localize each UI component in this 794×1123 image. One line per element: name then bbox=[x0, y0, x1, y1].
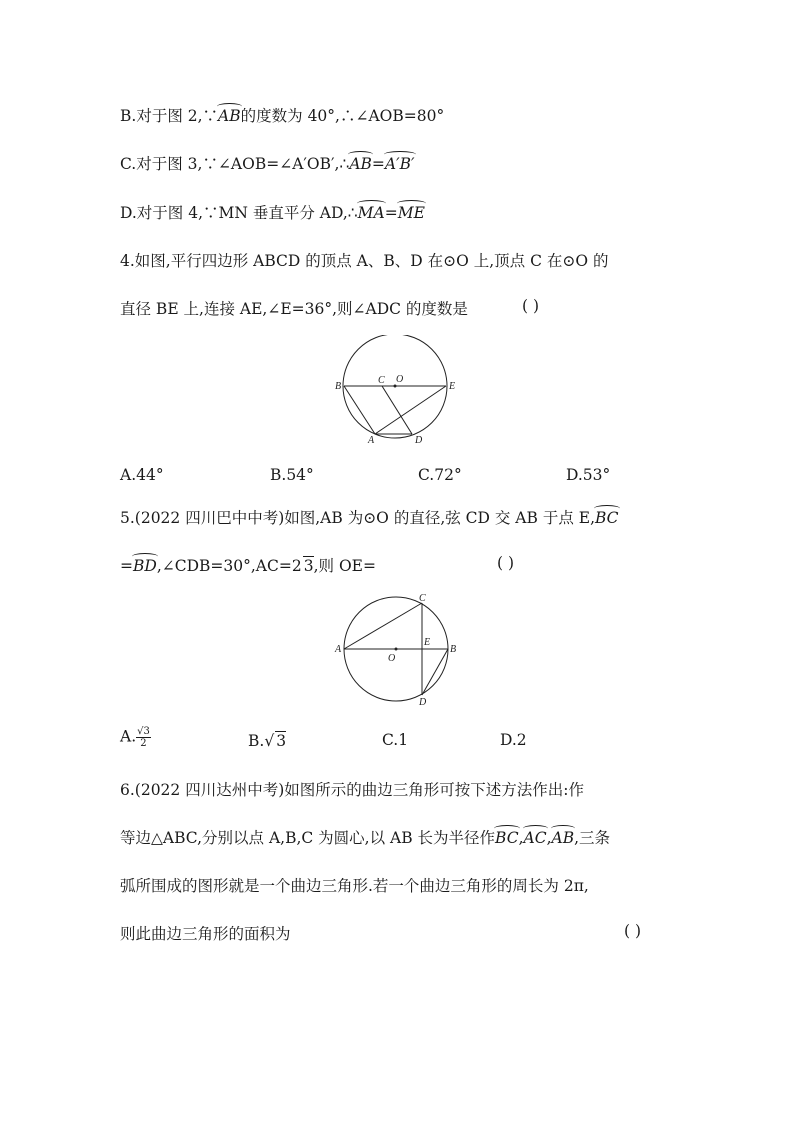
q4-option-b: B.54° bbox=[270, 466, 314, 484]
q4-label-a: A bbox=[368, 435, 375, 446]
q5-option-d: D.2 bbox=[500, 731, 527, 749]
q5-label-o: O bbox=[388, 653, 396, 664]
q3-option-d: D.对于图 4,∵MN 垂直平分 AD,∴MA=ME bbox=[120, 204, 425, 222]
q6-stem-line2: 等边△ABC,分别以点 A,B,C 为圆心,以 AB 长为半径作BC,AC,AB,三条 bbox=[120, 829, 611, 847]
q5-label-d: D bbox=[419, 697, 427, 708]
q5-option-b: B.√ 3 bbox=[248, 732, 287, 750]
q5-stem-line2: =BD,∠CDB=30°,AC=2 3,则 OE= bbox=[120, 557, 376, 575]
q4-label-d: D bbox=[415, 435, 423, 446]
q6-stem-line1: 6.(2022 四川达州中考)如图所示的曲边三角形可按下述方法作出:作 bbox=[120, 781, 584, 799]
q5-segment-ac bbox=[344, 603, 422, 649]
q4-option-d: D.53° bbox=[566, 466, 611, 484]
q3-option-b: B.对于图 2,∵AB的度数为 40°,∴∠AOB=80° bbox=[120, 107, 445, 125]
q5-stem-line1: 5.(2022 四川巴中中考)如图,AB 为⊙O 的直径,弦 CD 交 AB 于点 E,BC bbox=[120, 509, 619, 527]
q5-label-e: E bbox=[424, 637, 431, 648]
q5-figure bbox=[330, 590, 465, 708]
q4-figure bbox=[330, 335, 470, 447]
q6-stem-line4: 则此曲边三角形的面积为 bbox=[120, 925, 291, 943]
q4-answer-paren: ( ) bbox=[522, 297, 540, 315]
q5-answer-paren: ( ) bbox=[497, 554, 515, 572]
q3-option-c: C.对于图 3,∵∠AOB=∠A′OB′,∴AB=A′B′ bbox=[120, 155, 415, 173]
q5-label-c: C bbox=[419, 593, 426, 604]
q5-option-c: C.1 bbox=[382, 731, 409, 749]
q6-stem-line3: 弧所围成的图形就是一个曲边三角形.若一个曲边三角形的周长为 2π, bbox=[120, 877, 589, 895]
q4-stem-line1: 4.如图,平行四边形 ABCD 的顶点 A、B、D 在⊙O 上,顶点 C 在⊙O 的 bbox=[120, 252, 609, 270]
q4-label-e: E bbox=[449, 381, 456, 392]
q6-answer-paren: ( ) bbox=[624, 922, 642, 940]
q4-stem-line2: 直径 BE 上,连接 AE,∠E=36°,则∠ADC 的度数是 bbox=[120, 300, 468, 318]
q5-label-b: B bbox=[450, 644, 457, 655]
q4-label-o: O bbox=[396, 374, 404, 385]
q4-label-c: C bbox=[378, 375, 385, 386]
q5-option-a: A. $\frac{√3}{2}$ bbox=[120, 726, 150, 749]
q5-center-dot bbox=[395, 648, 398, 651]
q5-label-a: A bbox=[335, 644, 342, 655]
q4-label-b: B bbox=[335, 381, 342, 392]
arc-ab: AB bbox=[218, 107, 241, 125]
q4-option-c: C.72° bbox=[418, 466, 462, 484]
q4-option-a: A.44° bbox=[120, 466, 164, 484]
q5-segment-db bbox=[422, 649, 448, 695]
q4-segment-ae bbox=[375, 386, 446, 434]
